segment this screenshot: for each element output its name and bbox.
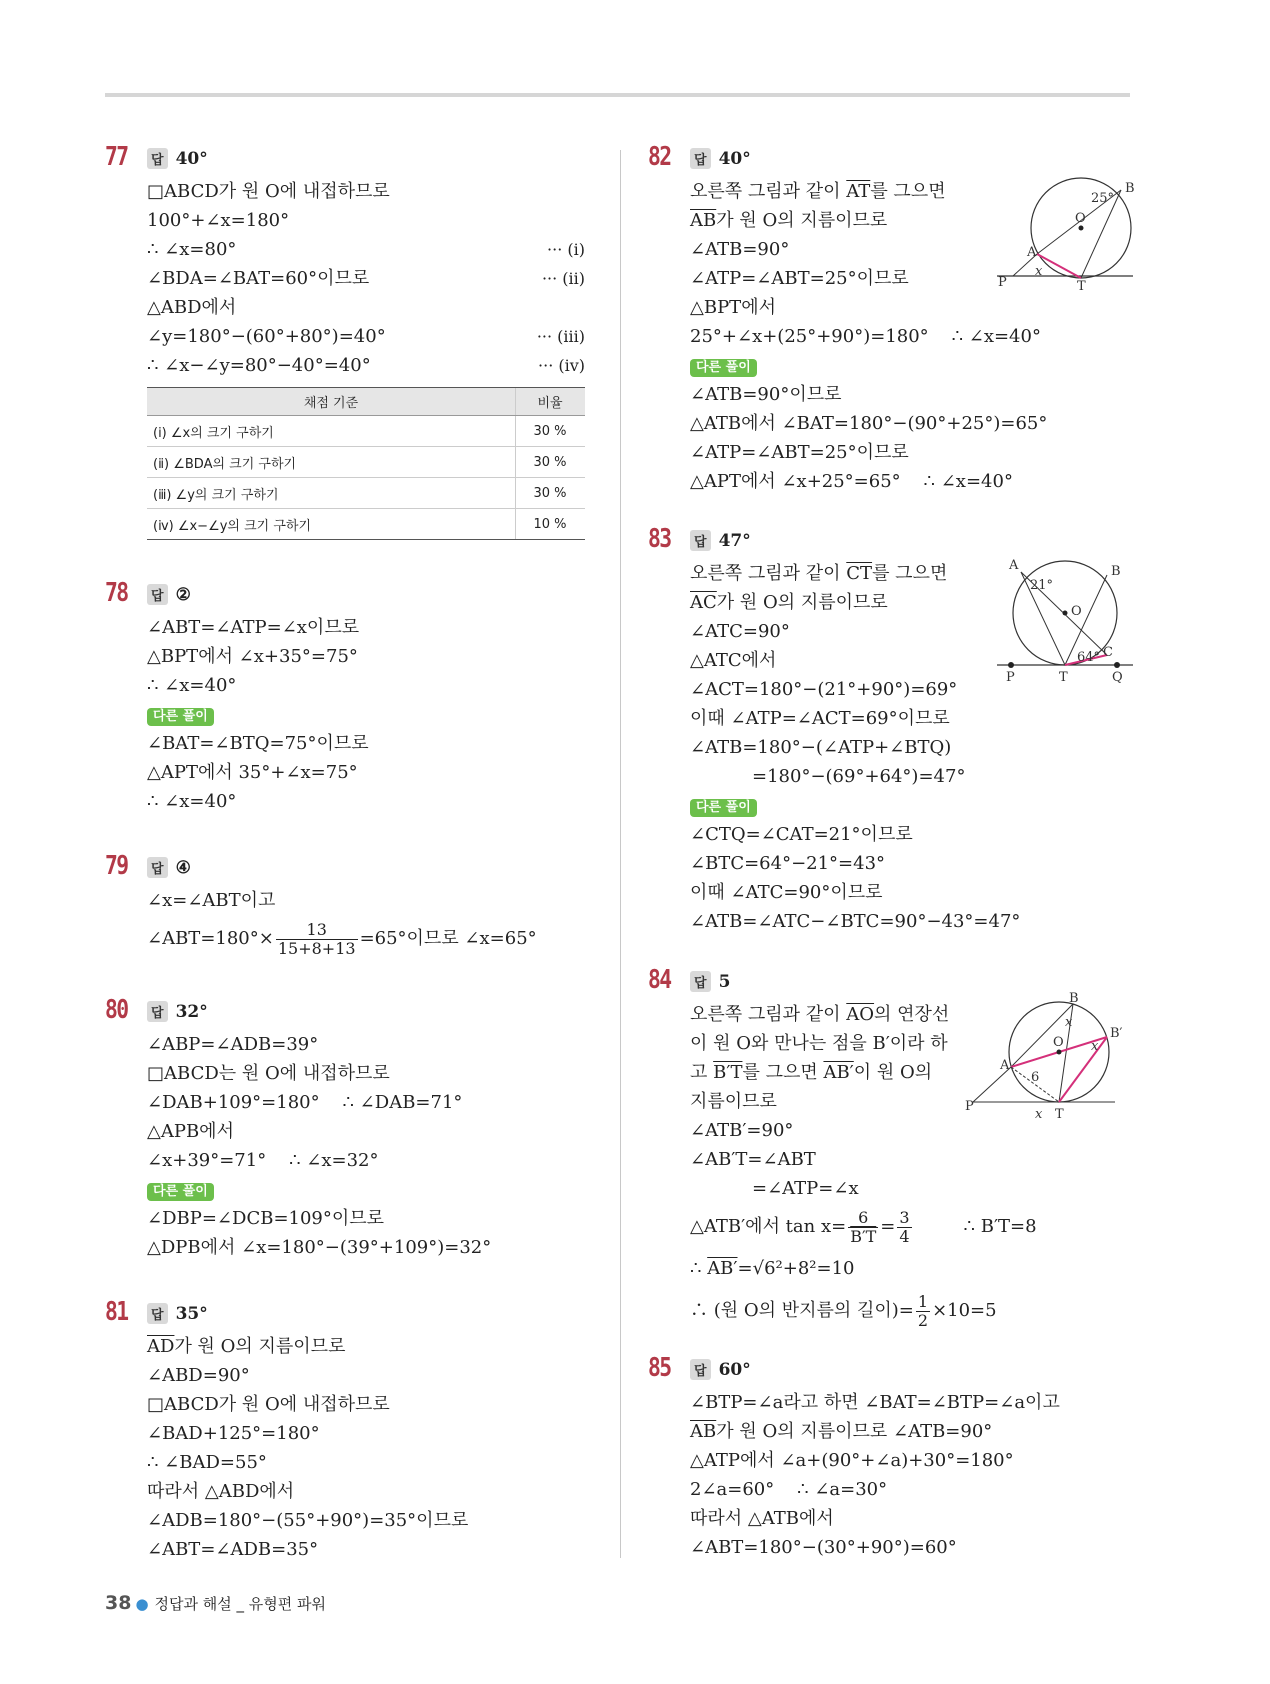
label-O: O	[1071, 604, 1082, 619]
label-x: x	[1035, 1107, 1043, 1122]
answer-badge: 답	[147, 1001, 168, 1022]
table-header: 비율	[516, 388, 586, 416]
solution-line: $\overline{AC}$가 원 O의 지름이므로	[690, 592, 888, 613]
answer-line	[690, 971, 730, 992]
solution-line: △ATP에서 ∠a+(90°+∠a)+30°=180°	[690, 1450, 1014, 1471]
label-O: O	[1053, 1035, 1064, 1050]
solution-line: ∴ ∠x=40°	[147, 791, 237, 812]
label-T: T	[1055, 1107, 1064, 1122]
step-tag: ··· (ⅳ)	[538, 356, 585, 375]
scoring-table	[147, 387, 585, 540]
solution-line: ∠ATB=90°	[690, 239, 790, 260]
solution-line: △ATB에서 ∠BAT=180°−(90°+25°)=65°	[690, 413, 1048, 434]
solution-line: ∠DBP=∠DCB=109°이므로	[147, 1208, 385, 1229]
solution-line: 2∠a=60° ∴ ∠a=30°	[690, 1479, 888, 1500]
solution-line: 고 B′T를 그으면 AB′이 원 O의	[690, 1062, 933, 1083]
solution-line: 25°+∠x+(25°+90°)=180° ∴ ∠x=40°	[690, 326, 1041, 347]
solution-line: ∠ATP=∠ABT=25°이므로	[690, 442, 909, 463]
solution-line: □ABCD는 원 O에 내접하므로	[147, 1063, 390, 1084]
answer-badge: 답	[147, 148, 168, 169]
solution-line: 오른쪽 그림과 같이 $\overline{CT}$를 그으면	[690, 563, 948, 584]
solution-line: 오른쪽 그림과 같이 $\overline{AT}$를 그으면	[690, 181, 946, 202]
problem-number: 81	[105, 1297, 128, 1327]
answer-value: ④	[175, 858, 191, 878]
solution-line: ∴ ∠x=80° ··· (ⅰ)	[147, 235, 585, 264]
solution-line: 이때 ∠ATC=90°이므로	[690, 882, 883, 903]
solution-lines	[147, 1030, 491, 1262]
label-A: A	[1000, 1058, 1010, 1073]
solution-line: $\overline{AD}$가 원 O의 지름이므로	[147, 1336, 346, 1357]
solution-line: △ABD에서	[147, 297, 237, 318]
solution-line: △ATB′에서 tan x= $\frac{6}{B'T}$ = $\frac{3}{4}$ ∴ B′T=8	[690, 1207, 1037, 1246]
problem-number: 84	[648, 965, 671, 995]
answer-line	[147, 584, 191, 605]
label-x: x	[1091, 1039, 1099, 1054]
solution-line: ∠ABT=180°−(30°+90°)=60°	[690, 1537, 957, 1558]
table-header: 채점 기준	[147, 388, 516, 416]
solution-line: △BPT에서 ∠x+35°=75°	[147, 646, 358, 667]
solution-line: ∠ATB=180°−(∠ATP+∠BTQ)	[690, 737, 952, 758]
solution-line: $\overline{AB}$가 원 O의 지름이므로	[690, 210, 888, 231]
label-angle: 25°	[1091, 191, 1115, 206]
solution-line: 100°+∠x=180°	[147, 210, 290, 231]
solution-line: =∠ATP=∠x	[752, 1178, 859, 1199]
label-B: B	[1111, 564, 1121, 579]
top-rule	[105, 93, 1130, 97]
answer-value: 60°	[718, 1360, 751, 1380]
alt-solution-badge: 다른 풀이	[147, 708, 214, 726]
solution-line: □ABCD가 원 O에 내접하므로	[147, 181, 390, 202]
alt-solution-row	[147, 1175, 491, 1204]
step-tag: ··· (ⅱ)	[541, 269, 585, 288]
solution-line: ∠BTP=∠a라고 하면 ∠BAT=∠BTP=∠a이고	[690, 1392, 1060, 1413]
solution-line: ∠ADB=180°−(55°+90°)=35°이므로	[147, 1510, 469, 1531]
solution-line: △DPB에서 ∠x=180°−(39°+109°)=32°	[147, 1237, 492, 1258]
solution-lines	[690, 559, 1020, 936]
solution-line: ∠ABP=∠ADB=39°	[147, 1034, 319, 1055]
solution-line: ∠BTC=64°−21°=43°	[690, 853, 886, 874]
problem-number: 80	[105, 995, 128, 1025]
solution-line: ∴ ∠x=40°	[147, 675, 237, 696]
solution-line: ∠ABD=90°	[147, 1365, 250, 1386]
solution-line: ∠y=180°−(60°+80°)=40° ··· (ⅲ)	[147, 322, 585, 351]
answer-line	[690, 148, 751, 169]
solution-line: =180°−(69°+64°)=47°	[752, 766, 966, 787]
alt-solution-badge: 다른 풀이	[147, 1183, 214, 1201]
solution-line: 오른쪽 그림과 같이 $\overline{AO}$의 연장선	[690, 1004, 950, 1025]
solution-lines	[147, 1332, 468, 1564]
label-Q: Q	[1112, 670, 1123, 685]
figure-83	[993, 555, 1143, 685]
solution-line: ∠DAB+109°=180° ∴ ∠DAB=71°	[147, 1092, 463, 1113]
label-T: T	[1077, 279, 1086, 294]
label-angle-21: 21°	[1030, 578, 1054, 593]
solution-lines	[147, 886, 537, 963]
solution-line: ∠ABT=∠ATP=∠x이므로	[147, 617, 360, 638]
fraction: $\frac{13}{15+8+13}$	[277, 919, 356, 958]
answer-badge: 답	[147, 584, 168, 605]
column-divider	[620, 150, 621, 1558]
answer-value: 32°	[175, 1002, 208, 1022]
label-B: B	[1125, 181, 1135, 196]
answer-line	[147, 148, 208, 169]
problem-number: 79	[105, 851, 128, 881]
solution-line: △APT에서 35°+∠x=75°	[147, 762, 358, 783]
label-T: T	[1059, 670, 1068, 685]
problem-number: 85	[648, 1353, 671, 1383]
figure-82	[995, 170, 1145, 295]
solution-line: 따라서 △ABD에서	[147, 1481, 295, 1502]
answer-badge: 답	[147, 1303, 168, 1324]
solution-line: ∠x=∠ABT이고	[147, 890, 276, 911]
alt-solution-row	[690, 351, 1047, 380]
solution-line: ∠BAT=∠BTQ=75°이므로	[147, 733, 369, 754]
label-x: x	[1065, 1015, 1073, 1030]
answer-value: 40°	[175, 149, 208, 169]
answer-badge: 답	[690, 530, 711, 551]
problem-number: 83	[648, 524, 671, 554]
bullet-icon: ●	[135, 1595, 149, 1613]
label-B-prime: B′	[1110, 1026, 1123, 1041]
table-row: (ⅳ) ∠x−∠y의 크기 구하기 10 %	[147, 509, 585, 540]
answer-value: 35°	[175, 1304, 208, 1324]
label-C: C	[1103, 645, 1113, 660]
answer-value: 5	[718, 972, 731, 992]
alt-solution-row	[147, 700, 369, 729]
solution-line: △BPT에서	[690, 297, 776, 318]
solution-line: ∠CTQ=∠CAT=21°이므로	[690, 824, 913, 845]
answer-value: 47°	[718, 531, 751, 551]
solution-line: ∠ATB′=90°	[690, 1120, 794, 1141]
solution-line: ∠ATP=∠ABT=25°이므로	[690, 268, 909, 289]
solution-line: ∠ATC=90°	[690, 621, 790, 642]
answer-badge: 답	[147, 857, 168, 878]
solution-line: ∠ABT=∠ADB=35°	[147, 1539, 319, 1560]
solution-line: ∠ATB=∠ATC−∠BTC=90°−43°=47°	[690, 911, 1021, 932]
label-angle-64: 64°	[1077, 650, 1101, 665]
answer-badge: 답	[690, 971, 711, 992]
answer-value: 40°	[718, 149, 751, 169]
answer-line	[147, 1001, 208, 1022]
solution-line: ∠ACT=180°−(21°+90°)=69°	[690, 679, 958, 700]
label-six: 6	[1031, 1070, 1040, 1085]
solution-line: △ATC에서	[690, 650, 777, 671]
label-P: P	[1006, 670, 1015, 685]
solution-line: ∠ATB=90°이므로	[690, 384, 842, 405]
step-tag: ··· (ⅰ)	[547, 240, 585, 259]
page-footer	[105, 1592, 326, 1614]
solution-line: ∠BAD+125°=180°	[147, 1423, 320, 1444]
label-O: O	[1075, 211, 1086, 226]
label-A: A	[1009, 558, 1019, 573]
answer-line	[690, 530, 751, 551]
solution-lines	[690, 177, 1047, 496]
footer-text: 정답과 해설 _ 유형편 파워	[154, 1595, 327, 1613]
answer-line	[690, 1359, 751, 1380]
solution-line: ∴ AB′=√6²+8²=10	[690, 1258, 855, 1279]
label-P: P	[998, 275, 1007, 290]
solution-line: ∴ (원 O의 반지름의 길이)= $\frac{1}{2}$ ×10=5	[690, 1291, 997, 1330]
table-row: (ⅱ) ∠BDA의 크기 구하기 30 %	[147, 447, 585, 478]
solution-lines	[147, 177, 585, 380]
solution-line: ∠x+39°=71° ∴ ∠x=32°	[147, 1150, 379, 1171]
answer-badge: 답	[690, 1359, 711, 1380]
solution-line: △APB에서	[147, 1121, 234, 1142]
page-number: 38	[105, 1592, 132, 1614]
solution-line: 이 원 O와 만나는 점을 B′이라 하	[690, 1033, 948, 1054]
label-A: A	[1027, 245, 1037, 260]
solution-line: 따라서 △ATB에서	[690, 1508, 834, 1529]
label-B: B	[1069, 992, 1079, 1006]
solution-line: ∴ ∠BAD=55°	[147, 1452, 267, 1473]
alt-solution-badge: 다른 풀이	[690, 799, 757, 817]
answer-badge: 답	[690, 148, 711, 169]
solution-line: $\overline{AB}$가 원 O의 지름이므로 ∠ATB=90°	[690, 1421, 993, 1442]
label-x: x	[1035, 264, 1043, 279]
step-tag: ··· (ⅲ)	[536, 327, 585, 346]
solution-line: ∴ ∠x−∠y=80°−40°=40° ··· (ⅳ)	[147, 351, 585, 380]
answer-line	[147, 1303, 208, 1324]
solution-line: 지름이므로	[690, 1091, 777, 1112]
table-row: (ⅰ) ∠x의 크기 구하기 30 %	[147, 416, 585, 447]
solution-line: □ABCD가 원 O에 내접하므로	[147, 1394, 390, 1415]
problem-number: 77	[105, 142, 128, 172]
solution-lines	[690, 1388, 1060, 1562]
solution-line: ∠BDA=∠BAT=60°이므로 ··· (ⅱ)	[147, 264, 585, 293]
solution-line: △APT에서 ∠x+25°=65° ∴ ∠x=40°	[690, 471, 1013, 492]
label-P: P	[965, 1099, 974, 1114]
solution-line: ∠AB′T=∠ABT	[690, 1149, 816, 1170]
alt-solution-row	[690, 791, 1020, 820]
solution-line: ∠ABT=180°× $\frac{13}{15+8+13}$ =65°이므로 ∠x=65°	[147, 919, 537, 958]
problem-number: 82	[648, 142, 671, 172]
answer-value: ②	[175, 585, 191, 605]
alt-solution-badge: 다른 풀이	[690, 359, 757, 377]
table-row: (ⅲ) ∠y의 크기 구하기 30 %	[147, 478, 585, 509]
answer-line	[147, 857, 191, 878]
solution-lines	[147, 613, 369, 816]
problem-number: 78	[105, 578, 128, 608]
solution-line: 이때 ∠ATP=∠ACT=69°이므로	[690, 708, 950, 729]
figure-84	[965, 992, 1135, 1127]
